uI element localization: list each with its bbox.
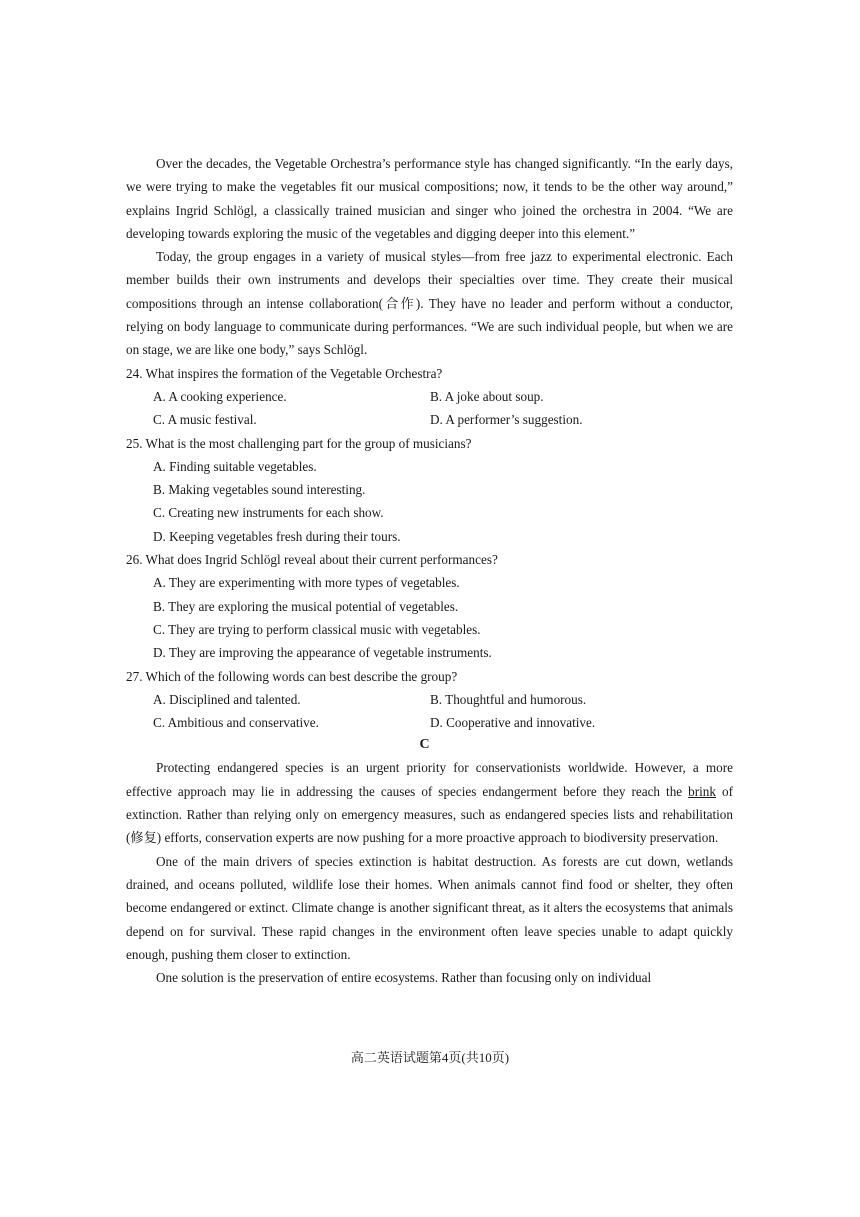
- option-d: D. A performer’s suggestion.: [430, 412, 583, 428]
- passage-c-paragraph-2: One of the main drivers of species extinction is habitat destruction. As forests are cut down, wetlands drained, and oceans polluted, wildlife lose their homes. When animals cannot find food or shelter, they often become endangered or extinct. Climate change is another significant threat, as it alters the ecosystems that animals depend on for survival. These rapid changes in the environment often leave species unable to adapt quickly enough, pushing them closer to extinction.: [126, 853, 733, 962]
- question-stem: 24. What inspires the formation of the Vegetable Orchestra?: [126, 365, 443, 381]
- passage-c-p1-before: Protecting endangered species is an urgent priority for conservationists worldwide. However, a more effective approach may lie in addressing the causes of species endangerment before they reach the: [126, 760, 733, 799]
- option-b: B. They are exploring the musical potential of vegetables.: [153, 598, 459, 614]
- option-b: B. Making vegetables sound interesting.: [153, 482, 366, 498]
- option-d: D. They are improving the appearance of vegetable instruments.: [153, 645, 492, 661]
- page-content: [126, 152, 733, 989]
- passage-c-p1-after: of extinction. Rather than relying only on emergency measures, such as endangered species lists and rehabilitation (修复) efforts, conservation experts are now pushing for a more proactive approach to biodiversity preservation.: [126, 783, 733, 846]
- section-c-title: C: [419, 737, 430, 753]
- option-c: C. Ambitious and conservative.: [153, 715, 319, 731]
- option-a: A. A cooking experience.: [153, 388, 287, 404]
- option-c: C. They are trying to perform classical music with vegetables.: [153, 621, 481, 637]
- underlined-word-brink: brink: [688, 783, 716, 799]
- question-stem: 27. Which of the following words can best describe the group?: [126, 668, 458, 684]
- option-b: B. A joke about soup.: [430, 388, 544, 404]
- question-25: [126, 432, 733, 548]
- passage-c-paragraph-3: One solution is the preservation of entire ecosystems. Rather than focusing only on individual: [156, 970, 652, 986]
- option-c: C. A music festival.: [153, 412, 257, 428]
- question-27: [126, 665, 733, 735]
- passage-b-paragraph-2: Today, the group engages in a variety of musical styles—from free jazz to experimental electronic. Each member builds their own instruments and develops their specialties over time. They create their musical compositions through an intense collaboration(合作). They have no leader and perform without a conductor, relying on body language to communicate during performances. “We are such individual people, but when we are on stage, we are like one body,” says Schlögl.: [126, 249, 733, 358]
- option-a: A. Finding suitable vegetables.: [153, 458, 317, 474]
- option-d: D. Cooperative and innovative.: [430, 715, 596, 731]
- question-options: [126, 688, 733, 735]
- option-b: B. Thoughtful and humorous.: [430, 691, 587, 707]
- passage-b-paragraph-1: Over the decades, the Vegetable Orchestra’s performance style has changed significantly. “In the early days, we were trying to make the vegetables fit our musical compositions; now, it tends to be the other way around,” explains Ingrid Schlögl, a classically trained musician and singer who joined the orchestra in 2004. “We are developing towards exploring the music of the vegetables and digging deeper into this element.”: [126, 156, 733, 241]
- passage-c-paragraph-1: [126, 756, 733, 849]
- page-footer: 高二英语试题第4页(共10页): [350, 1050, 510, 1065]
- question-26: [126, 548, 733, 664]
- question-options: [126, 385, 733, 432]
- question-options: [126, 455, 733, 548]
- option-d: D. Keeping vegetables fresh during their tours.: [153, 528, 401, 544]
- option-a: A. They are experimenting with more types of vegetables.: [153, 575, 460, 591]
- question-options: [126, 571, 733, 664]
- question-stem: 26. What does Ingrid Schlögl reveal about their current performances?: [126, 552, 498, 568]
- option-c: C. Creating new instruments for each show.: [153, 505, 384, 521]
- question-stem: 25. What is the most challenging part for the group of musicians?: [126, 435, 472, 451]
- question-24: [126, 362, 733, 432]
- option-a: A. Disciplined and talented.: [153, 691, 301, 707]
